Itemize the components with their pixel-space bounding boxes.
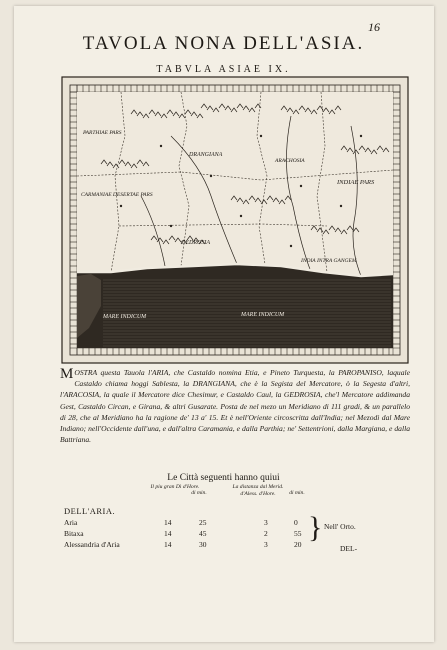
map-title: TABVLA ASIAE IX.	[156, 64, 291, 75]
day-hours: 14	[164, 540, 172, 549]
drop-cap: M	[60, 366, 74, 382]
label-mare-indicum: MARE INDICUM	[241, 312, 285, 318]
col-head-dist-hours: La distanza dal Merid. d'Aless. d'Hore.	[232, 484, 284, 497]
day-min: 45	[199, 529, 207, 538]
section-heading: DELL'ARIA.	[64, 506, 116, 516]
table-row	[64, 529, 344, 539]
col-head-day-hours: Il piu gran Dì d'Hore.	[150, 484, 200, 490]
map-description	[60, 367, 410, 445]
brace-glyph: }	[308, 511, 323, 544]
city-name: Bitaxa	[64, 529, 84, 538]
table-row	[64, 540, 344, 550]
label-indiae-pars: INDIAE PARS	[337, 179, 375, 186]
col-head-day-min: di min.	[191, 490, 207, 496]
dist-min: 0	[294, 518, 298, 527]
page-number: 16	[368, 20, 380, 34]
dist-hours: 3	[264, 518, 268, 527]
dist-hours: 3	[264, 540, 268, 549]
day-min: 30	[199, 540, 207, 549]
dist-hours: 2	[264, 529, 268, 538]
city-name: Aria	[64, 518, 78, 527]
description-text: OSTRA questa Tauola l'ARIA, che Castaldo nomina Etia, e Pineto Turquesta, la PAROPANISO, laquale Castaldo chiama hoggi Sablesta, la DRANGIANA, che è la Segista del Mercatore, ò la Segesta d'altri, l'ARACOSIA, la quale il Mercatore dice Chesimur, e Castaldo Caul, la GEDROSIA, che'l Mercatore addimanda Gest, Castaldo Circan, e Girana, & altri Gusarate. Posta de nel mezo un Meridiano di 111 gradi, & un parallelo di 28, che al Meridiano ha la ragione de' 13 a' 15. Et è nell'Oriente circoscritta dall'India; nel Mezodi dal Mare Indiano; nell'Occidente dall'una, e dall'altra Caramania, e dalla Parthia; ne' Settentrioni, dalla Margiana, e dalla Battriana.	[60, 368, 410, 445]
label-parthiae: PARTHIAE PARS	[83, 130, 122, 136]
label-gedrosia: GEDROSIA	[181, 240, 210, 246]
label-arachosia: ARACHOSIA	[275, 158, 305, 164]
label-india: INDIA INTRA GANGEM	[301, 258, 357, 264]
cities-heading: Le Città seguenti hanno quiui	[167, 473, 280, 483]
engraved-map	[61, 76, 409, 364]
table-row	[64, 518, 344, 528]
page-title: TAVOLA NONA DELL'ASIA.	[82, 33, 365, 54]
label-mare: MARE INDICUM	[103, 314, 147, 320]
orient-label: Nell' Orto.	[324, 522, 356, 531]
day-hours: 14	[164, 529, 172, 538]
catchword: DEL-	[340, 544, 358, 553]
label-drangiana: DRANGIANA	[189, 152, 223, 158]
city-name: Alessandria d'Aria	[64, 540, 120, 549]
dist-min: 55	[294, 529, 302, 538]
day-min: 25	[199, 518, 207, 527]
day-hours: 14	[164, 518, 172, 527]
label-carmaniae: CARMANIAE DESERTAE PARS	[81, 192, 153, 198]
dist-min: 20	[294, 540, 302, 549]
col-head-dist-min: di min.	[289, 490, 305, 496]
